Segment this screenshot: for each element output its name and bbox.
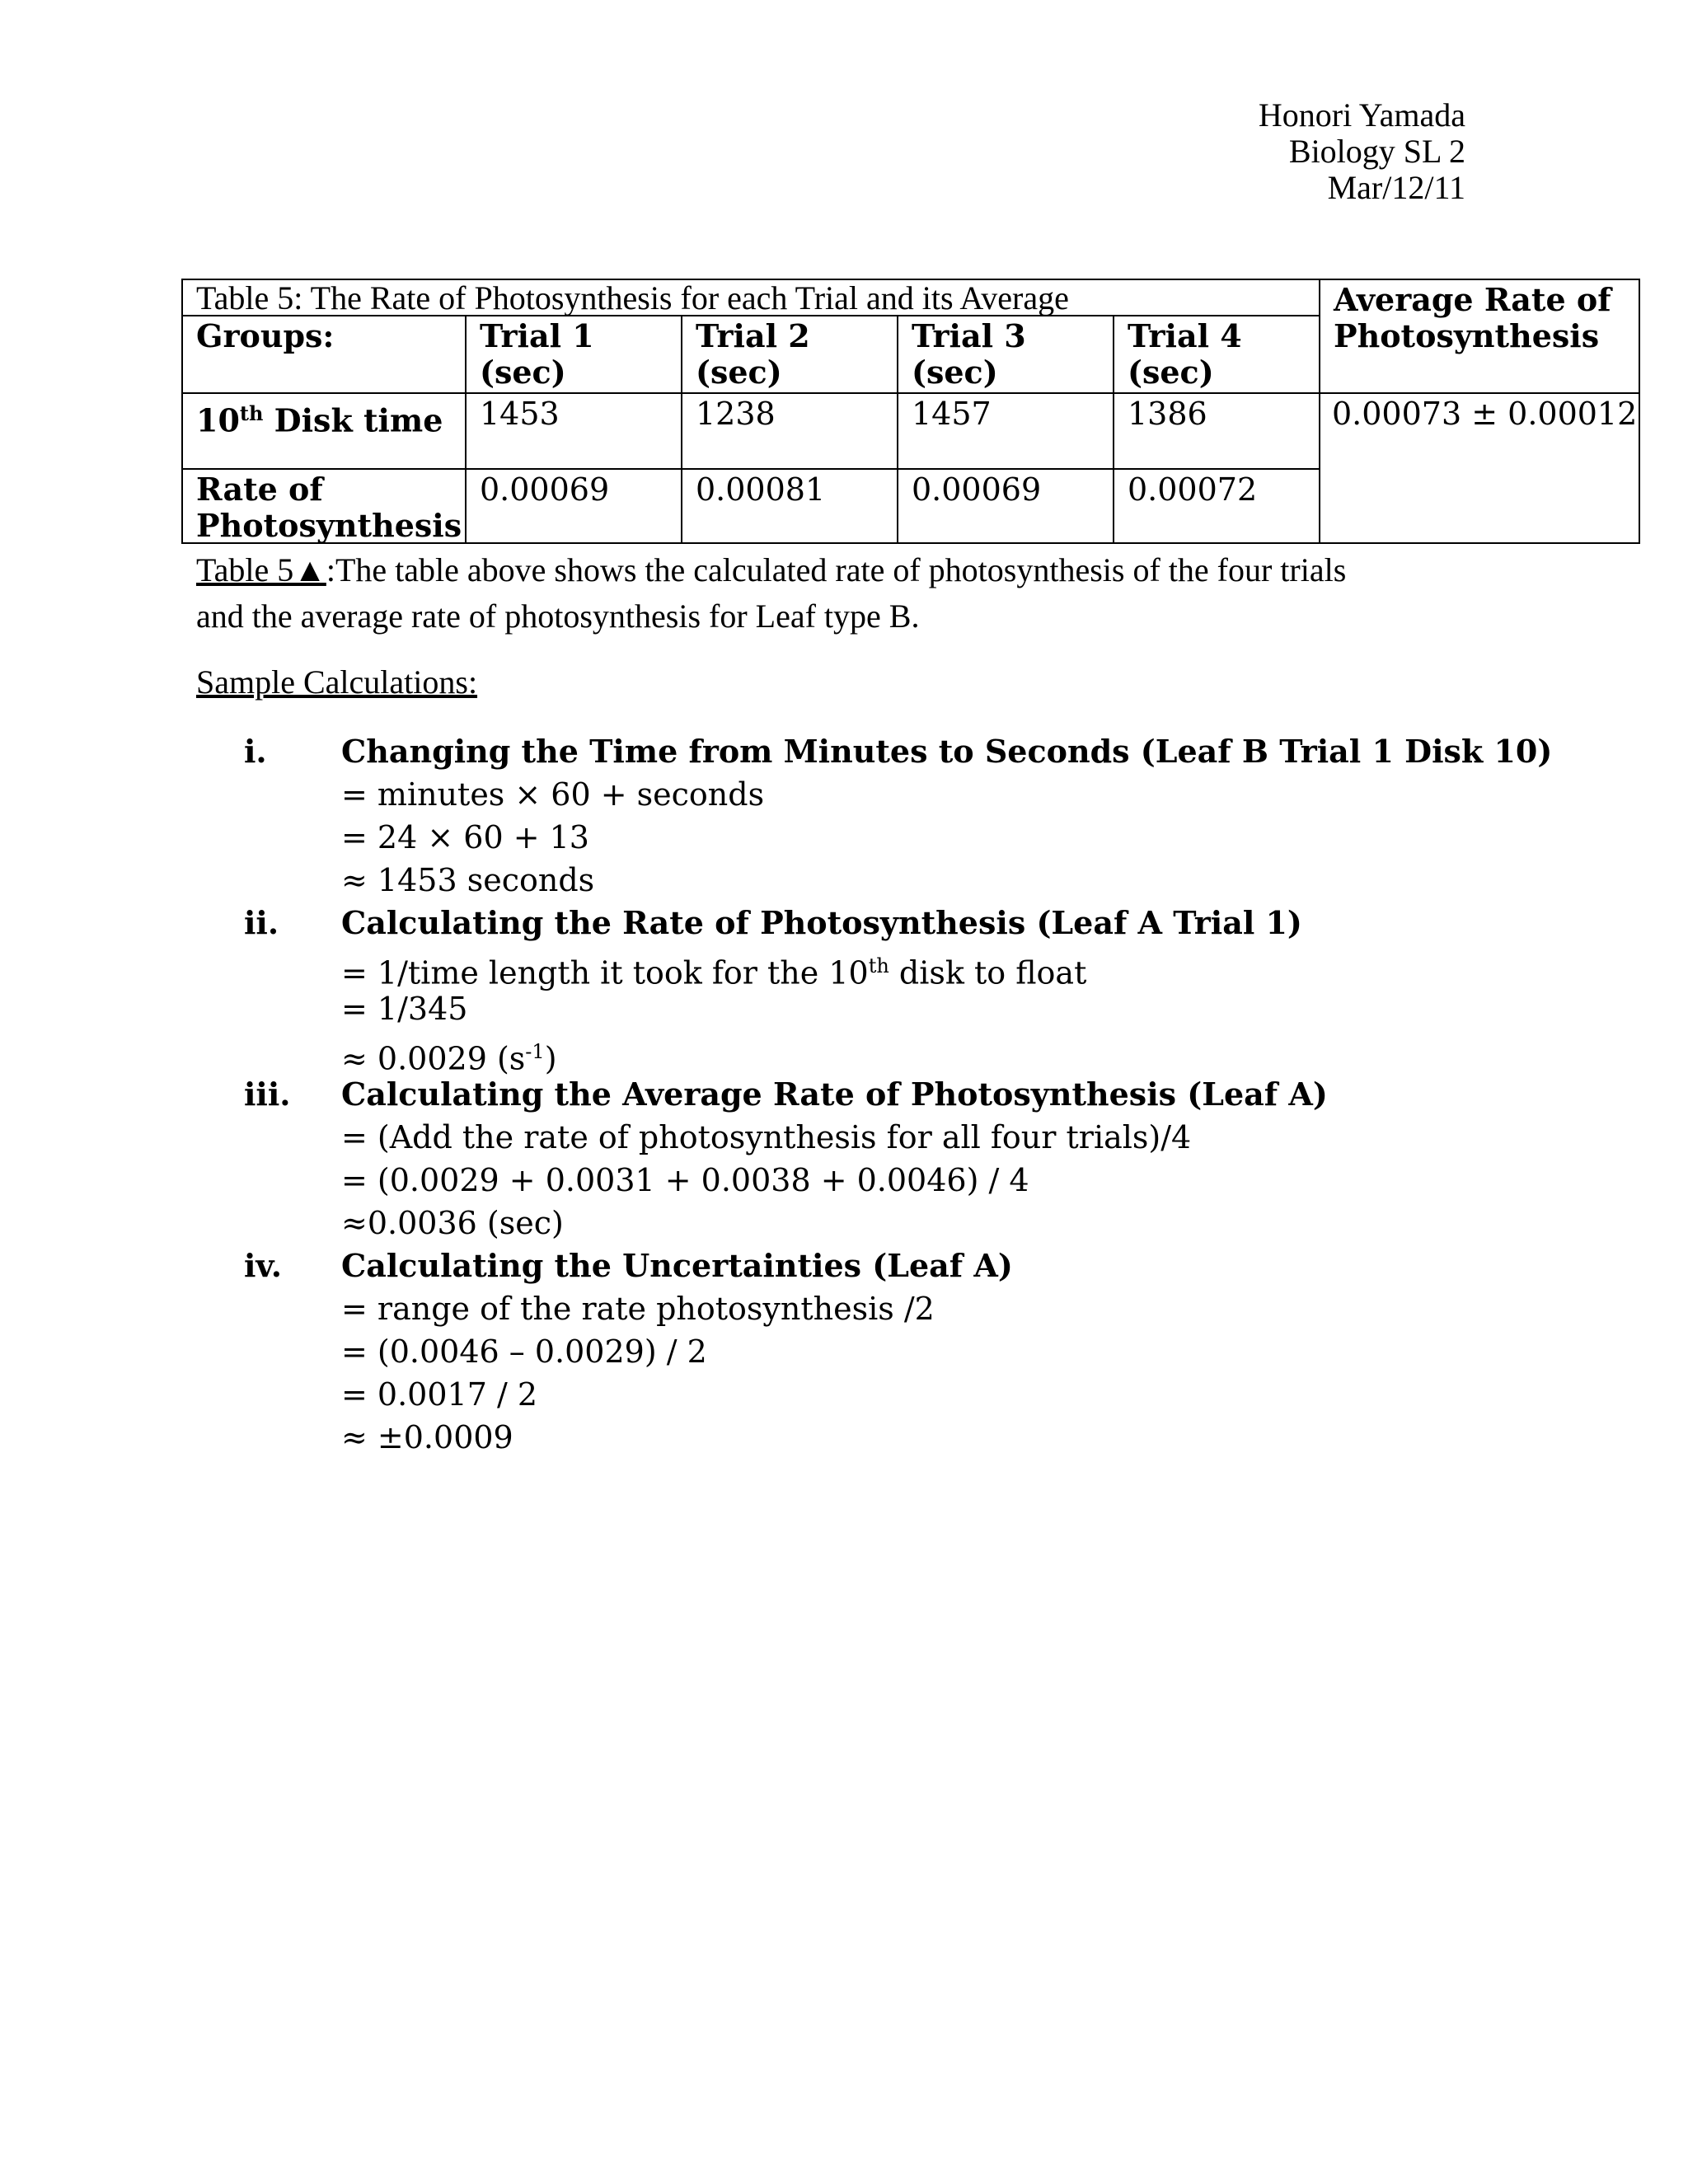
document-date: Mar/12/11: [1327, 169, 1465, 206]
column-header-trial-3: Trial 3 (sec): [912, 317, 1026, 391]
table-cell: 0.00081: [696, 471, 826, 508]
table-cell: 1453: [480, 396, 560, 432]
calc-line: ≈ 0.0029 $(s^{-1})$: [341, 1040, 557, 1077]
item-numeral: ii.: [244, 904, 279, 941]
sample-calculations-title: Sample Calculations:: [196, 663, 478, 701]
table-title: Table 5: The Rate of Photosynthesis for each Trial and its Average: [196, 279, 1069, 316]
table-cell: 0.00069: [912, 471, 1042, 508]
row-label-rate: Rate of Photosynthesis: [196, 471, 462, 544]
calc-line: = 1/345: [341, 991, 468, 1027]
average-rate-value: 0.00073 ± 0.00012: [1332, 396, 1638, 432]
caption-label: Table 5▲: [196, 551, 326, 588]
column-header-trial-1: Trial 1 (sec): [480, 317, 594, 391]
table-cell: 1457: [912, 396, 992, 432]
calc-line: ≈0.0036 (sec): [341, 1205, 564, 1241]
average-rate-header: Average Rate of Photosynthesis: [1334, 281, 1611, 354]
calc-line: = 24 × 60 + 13: [341, 819, 589, 855]
item-numeral: iii.: [244, 1076, 291, 1113]
calc-line: = (0.0046 – 0.0029) / 2: [341, 1333, 707, 1370]
calc-line: = 0.0017 / 2: [341, 1376, 538, 1413]
calc-heading: Changing the Time from Minutes to Seconds (Leaf B Trial 1 Disk 10): [341, 733, 1553, 770]
calc-line: = 1/time length it took for the 10th disk to float: [341, 954, 1087, 991]
item-numeral: i.: [244, 733, 267, 770]
calc-heading: Calculating the Uncertainties (Leaf A): [341, 1247, 1013, 1284]
row-label-disk-time: 10th Disk time: [196, 401, 443, 439]
calc-line: = (0.0029 + 0.0031 + 0.0038 + 0.0046) / 4: [341, 1162, 1029, 1198]
groups-header: Groups:: [196, 317, 335, 354]
calc-line: = (Add the rate of photosynthesis for all four trials)/4: [341, 1119, 1192, 1155]
course-name: Biology SL 2: [1288, 133, 1465, 170]
column-header-trial-2: Trial 2 (sec): [696, 317, 810, 391]
calc-line: = range of the rate photosynthesis /2: [341, 1291, 935, 1327]
calc-heading: Calculating the Average Rate of Photosynthesis (Leaf A): [341, 1076, 1328, 1113]
document-header: [1259, 97, 1465, 206]
calc-line: = minutes × 60 + seconds: [341, 776, 765, 813]
table-caption: Table 5▲:The table above shows the calculated rate of photosynthesis of the four trials and the average rate of photosynthesis for Leaf type B.: [196, 551, 1347, 635]
column-header-trial-4: Trial 4 (sec): [1128, 317, 1242, 391]
calc-line: ≈ 1453 seconds: [341, 862, 595, 898]
item-numeral: iv.: [244, 1247, 282, 1284]
calc-line: ≈ ±0.0009: [341, 1419, 513, 1455]
table-cell: 0.00072: [1128, 471, 1258, 508]
author-name: Honori Yamada: [1258, 96, 1465, 134]
table-cell: 1238: [696, 396, 776, 432]
table-cell: 1386: [1128, 396, 1207, 432]
photosynthesis-table: [181, 279, 1640, 544]
calc-heading: Calculating the Rate of Photosynthesis (Leaf A Trial 1): [341, 904, 1302, 941]
table-cell: 0.00069: [480, 471, 610, 508]
